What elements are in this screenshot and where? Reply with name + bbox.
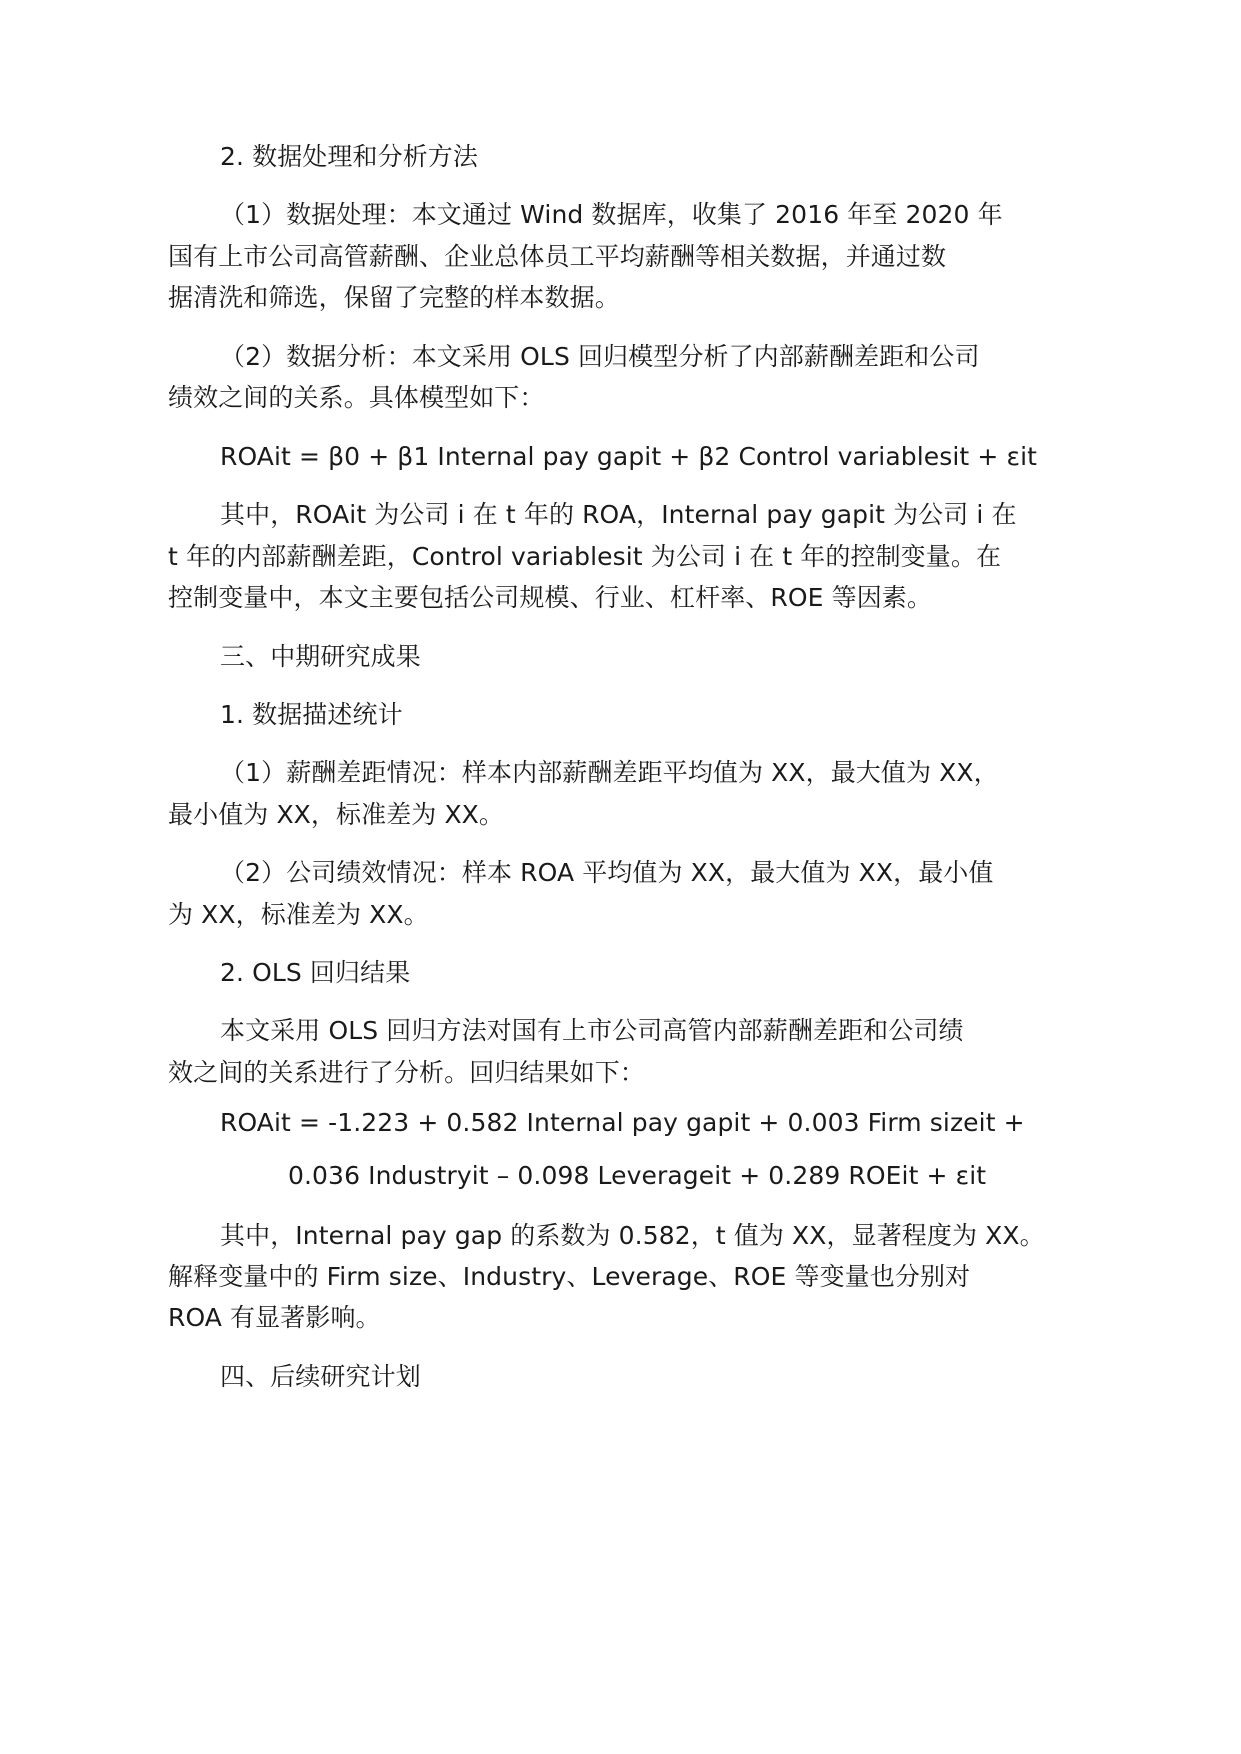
subsection-heading: 1. 数据描述统计 — [220, 700, 403, 729]
model-equation: ROAit = β0 + β1 Internal pay gapit + β2 Control variablesit + εit — [220, 442, 1038, 471]
paragraph-line: 其中，Internal pay gap 的系数为 0.582，t 值为 XX，显著程度为 XX。 — [220, 1221, 1045, 1250]
paragraph-line: 效之间的关系进行了分析。回归结果如下： — [168, 1058, 645, 1087]
paragraph-line: 本文采用 OLS 回归方法对国有上市公司高管内部薪酬差距和公司绩 — [220, 1016, 964, 1045]
paragraph-line: 据清洗和筛选，保留了完整的样本数据。 — [168, 283, 620, 312]
paragraph-line: ROA 有显著影响。 — [168, 1303, 381, 1332]
result-equation-line: 0.036 Industryit – 0.098 Leverageit + 0.289 ROEit + εit — [288, 1161, 987, 1190]
paragraph-line: 其中，ROAit 为公司 i 在 t 年的 ROA，Internal pay gapit 为公司 i 在 — [220, 500, 1017, 529]
subsection-heading: 2. OLS 回归结果 — [220, 958, 411, 987]
paragraph-line: （2）数据分析：本文采用 OLS 回归模型分析了内部薪酬差距和公司 — [220, 342, 980, 371]
paragraph-line: 控制变量中，本文主要包括公司规模、行业、杠杆率、ROE 等因素。 — [168, 583, 932, 612]
section-heading: 四、后续研究计划 — [220, 1362, 421, 1391]
section-heading: 2. 数据处理和分析方法 — [220, 142, 479, 171]
paragraph-line: 解释变量中的 Firm size、Industry、Leverage、ROE 等变量也分别对 — [168, 1262, 971, 1291]
result-equation-line: ROAit = -1.223 + 0.582 Internal pay gapit + 0.003 Firm sizeit + — [220, 1108, 1025, 1137]
paragraph-line: 国有上市公司高管薪酬、企业总体员工平均薪酬等相关数据，并通过数 — [168, 242, 947, 271]
paragraph-line: （1）薪酬差距情况：样本内部薪酬差距平均值为 XX，最大值为 XX， — [220, 758, 999, 787]
paragraph-line: t 年的内部薪酬差距，Control variablesit 为公司 i 在 t 年的控制变量。在 — [168, 542, 1002, 571]
paragraph-line: 绩效之间的关系。具体模型如下： — [168, 383, 545, 412]
paragraph-line: （2）公司绩效情况：样本 ROA 平均值为 XX，最大值为 XX，最小值 — [220, 858, 994, 887]
paragraph-line: （1）数据处理：本文通过 Wind 数据库，收集了 2016 年至 2020 年 — [220, 200, 1003, 229]
section-heading: 三、中期研究成果 — [220, 642, 421, 671]
paragraph-line: 最小值为 XX，标准差为 XX。 — [168, 800, 505, 829]
paragraph-line: 为 XX，标准差为 XX。 — [168, 900, 429, 929]
